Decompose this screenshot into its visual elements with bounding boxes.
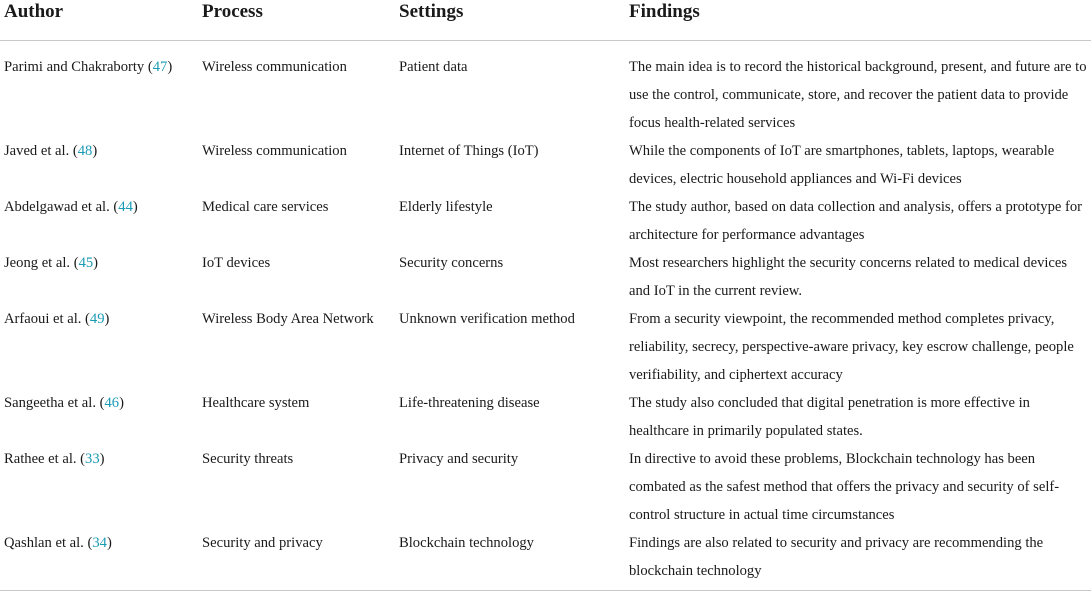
process-cell: IoT devices bbox=[202, 255, 271, 271]
findings-cell: The main idea is to record the historical background, present, and future are to use the control, communicate, store, and recover the patient data to provide focus health-related services bbox=[629, 59, 1087, 131]
findings-cell: From a security viewpoint, the recommended method completes privacy, reliability, secrecy, perspective-aware privacy, key escrow challenge, people verifiability, and ciphertext accuracy bbox=[629, 311, 1074, 383]
findings-cell: The study author, based on data collection and analysis, offers a prototype for architecture for performance advantages bbox=[629, 199, 1083, 243]
reference-link[interactable]: 45 bbox=[78, 255, 94, 271]
author-cell: Qashlan et al. (34) bbox=[0, 529, 198, 591]
table-row bbox=[0, 529, 1091, 591]
author-cell: Parimi and Chakraborty (47) bbox=[4, 59, 173, 75]
findings-cell: While the components of IoT are smartphones, tablets, laptops, wearable devices, electric household appliances and Wi-Fi devices bbox=[629, 143, 1055, 187]
reference-link[interactable]: 46 bbox=[104, 395, 120, 411]
author-cell: Javed et al. (48) bbox=[4, 143, 98, 159]
table-row bbox=[0, 193, 1091, 249]
settings-cell: Life-threatening disease bbox=[399, 395, 540, 411]
process-cell: Healthcare system bbox=[202, 395, 310, 411]
header-findings: Findings bbox=[625, 0, 1091, 41]
reference-link[interactable]: 44 bbox=[118, 199, 133, 215]
settings-cell: Privacy and security bbox=[399, 451, 519, 467]
table-row bbox=[0, 249, 1091, 305]
findings-cell: In directive to avoid these problems, Blockchain technology has been combated as the safest method that offers the privacy and security of self-control structure in actual time circumstances bbox=[629, 451, 1060, 523]
table-row bbox=[0, 305, 1091, 389]
author-cell: Abdelgawad et al. (44) bbox=[4, 199, 138, 215]
settings-cell: Patient data bbox=[399, 59, 468, 75]
author-cell: Sangeetha et al. (46) bbox=[4, 395, 124, 411]
process-cell: Security threats bbox=[202, 451, 294, 467]
author-cell: Jeong et al. (45) bbox=[4, 255, 99, 271]
reference-link[interactable]: 49 bbox=[89, 311, 105, 327]
table-row bbox=[0, 41, 1091, 138]
header-row bbox=[0, 0, 1091, 41]
reference-link[interactable]: 33 bbox=[85, 451, 100, 467]
reference-link[interactable]: 48 bbox=[77, 143, 93, 159]
header-process: Process bbox=[198, 0, 395, 41]
process-cell: Medical care services bbox=[202, 199, 329, 215]
table-row bbox=[0, 389, 1091, 445]
settings-cell: Blockchain technology bbox=[395, 529, 625, 591]
settings-cell: Unknown verification method bbox=[399, 311, 575, 327]
author-cell: Rathee et al. (33) bbox=[4, 451, 105, 467]
settings-cell: Internet of Things (IoT) bbox=[399, 143, 539, 159]
process-cell: Wireless Body Area Network bbox=[202, 311, 374, 327]
reference-link[interactable]: 47 bbox=[152, 59, 168, 75]
findings-cell: Most researchers highlight the security concerns related to medical devices and IoT in the current review. bbox=[629, 255, 1068, 299]
settings-cell: Elderly lifestyle bbox=[399, 199, 493, 215]
process-cell: Security and privacy bbox=[198, 529, 395, 591]
table-row bbox=[0, 137, 1091, 193]
author-cell: Arfaoui et al. (49) bbox=[4, 311, 110, 327]
process-cell: Wireless communication bbox=[202, 143, 347, 159]
reference-link[interactable]: 34 bbox=[92, 535, 107, 551]
findings-cell: The study also concluded that digital penetration is more effective in healthcare in primarily populated states. bbox=[629, 395, 1030, 439]
settings-cell: Security concerns bbox=[399, 255, 504, 271]
header-author: Author bbox=[0, 0, 198, 41]
header-settings: Settings bbox=[395, 0, 625, 41]
table-row bbox=[0, 445, 1091, 529]
process-cell: Wireless communication bbox=[202, 59, 347, 75]
findings-cell: Findings are also related to security and privacy are recommending the blockchain technology bbox=[625, 529, 1091, 591]
